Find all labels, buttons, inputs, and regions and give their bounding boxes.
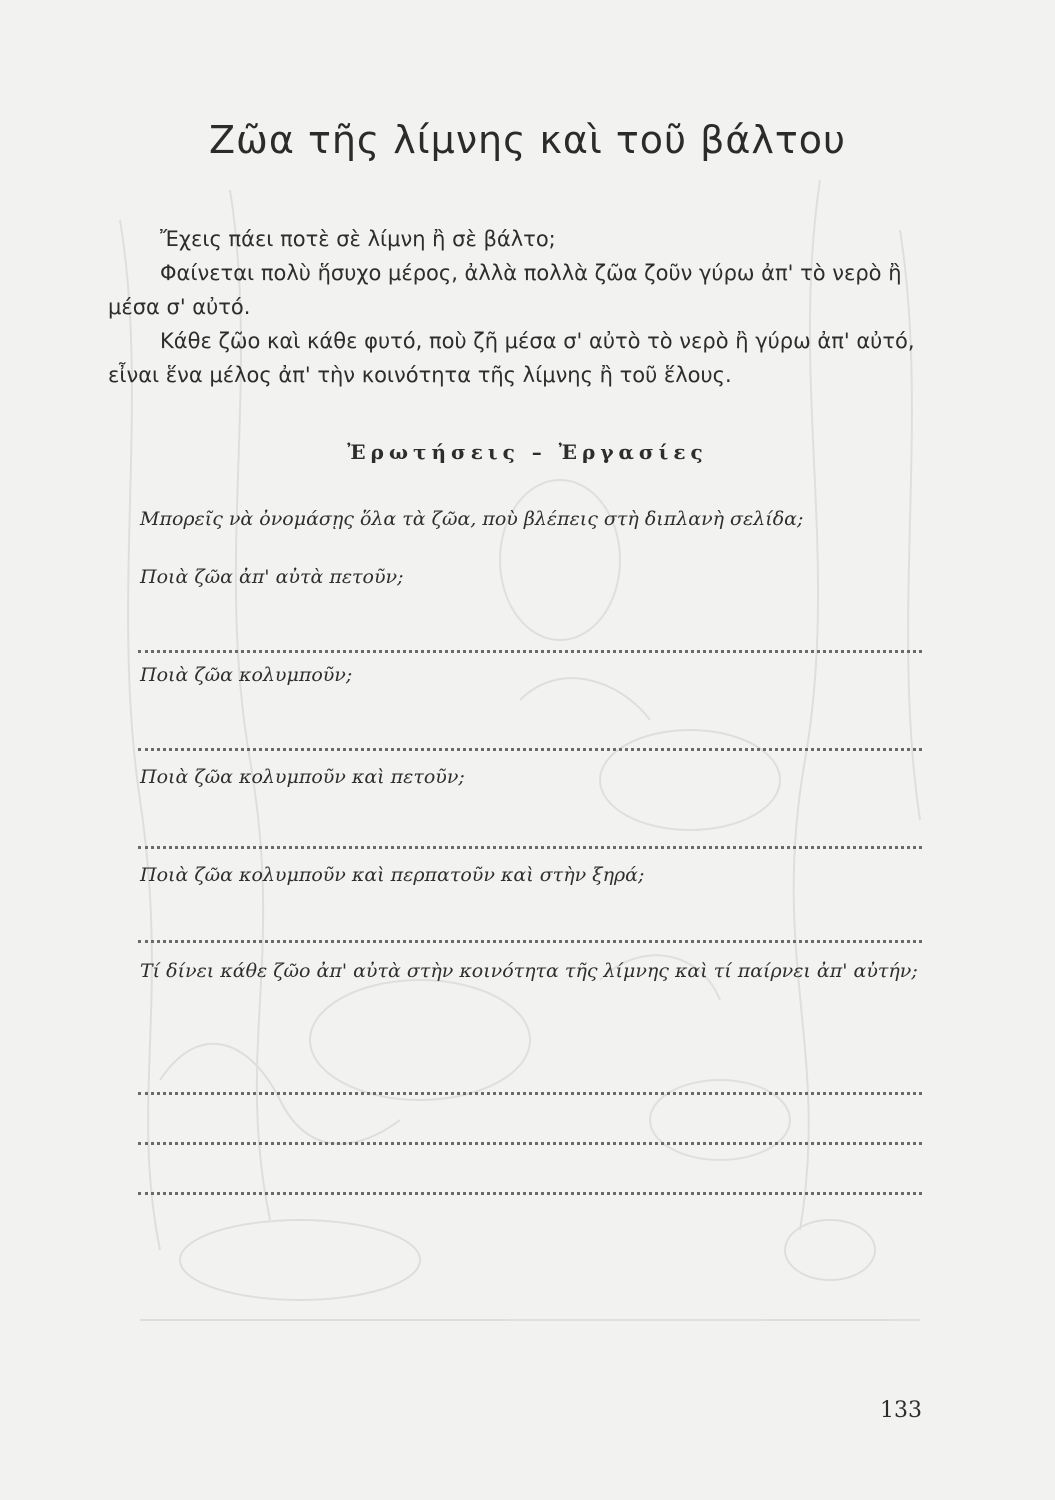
answer-line-5[interactable] (138, 1092, 922, 1095)
answer-line-7[interactable] (138, 1192, 922, 1195)
question-3: Ποιὰ ζῶα κολυμποῦν; (140, 664, 353, 686)
question-4: Ποιὰ ζῶα κολυμποῦν καὶ πετοῦν; (140, 766, 465, 788)
intro-text (108, 222, 950, 392)
answer-line-6[interactable] (138, 1142, 922, 1145)
page-title: Ζῶα τῆς λίμνης καὶ τοῦ βάλτου (208, 118, 847, 162)
answer-line-1[interactable] (138, 650, 922, 653)
question-1: Μπορεῖς νὰ ὀνομάσῃς ὅλα τὰ ζῶα, ποὺ βλέπεις στὴ διπλανὴ σελίδα; (140, 508, 804, 530)
answer-line-3[interactable] (138, 846, 922, 849)
intro-paragraph: Φαίνεται πολὺ ἥσυχο μέρος, ἀλλὰ πολλὰ ζῶα ζοῦν γύρω ἀπ' τὸ νερὸ ἢ μέσα σ' αὐτό. (108, 261, 902, 319)
question-5: Ποιὰ ζῶα κολυμποῦν καὶ περπατοῦν καὶ στὴν ξηρά; (140, 864, 645, 886)
page-number: 133 (880, 1398, 922, 1423)
question-6: Τί δίνει κάθε ζῶο ἀπ' αὐτὰ στὴν κοινότητα τῆς λίμνης καὶ τί παίρνει ἀπ' αὐτήν; (140, 960, 918, 982)
question-2: Ποιὰ ζῶα ἀπ' αὐτὰ πετοῦν; (140, 566, 404, 588)
intro-paragraph: Κάθε ζῶο καὶ κάθε φυτό, ποὺ ζῆ μέσα σ' αὐτὸ τὸ νερὸ ἢ γύρω ἀπ' αὐτό, εἶναι ἕνα μέλος ἀπ' τὴν κοινότητα τῆς λίμνης ἢ τοῦ ἕλους. (108, 329, 915, 387)
questions-heading: Ἐρωτήσεις – Ἐργασίες (347, 440, 708, 464)
answer-line-2[interactable] (138, 748, 922, 751)
answer-line-4[interactable] (138, 940, 922, 943)
intro-paragraph: Ἔχεις πάει ποτὲ σὲ λίμνη ἢ σὲ βάλτο; (160, 227, 556, 251)
